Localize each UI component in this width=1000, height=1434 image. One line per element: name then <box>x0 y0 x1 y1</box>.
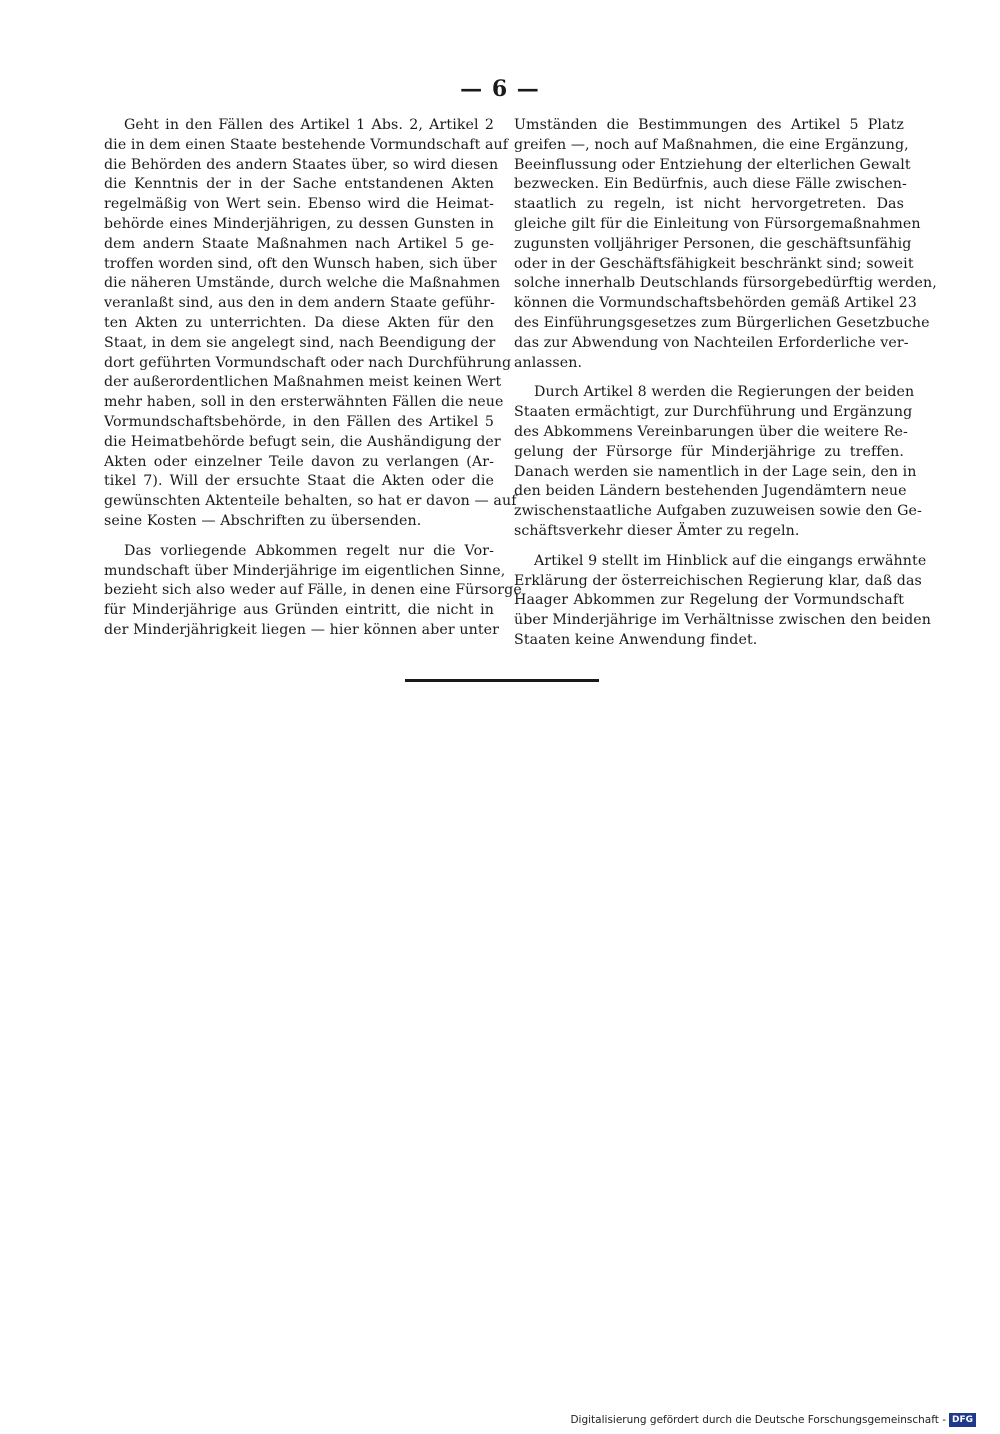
footer-text: Digitalisierung gefördert durch die Deutsche Forschungsgemeinschaft - <box>570 1414 946 1426</box>
right-column-text-line: Durch Artikel 8 werden die Regierungen der beiden <box>534 384 915 401</box>
right-column-text-line: das zur Abwendung von Nachteilen Erforderliche ver- <box>514 334 909 351</box>
right-column-text-line: Danach werden sie namentlich in der Lage sein, den in <box>514 463 917 480</box>
right-column-text-line: oder in der Geschäftsfähigkeit beschränkt sind; soweit <box>514 255 914 272</box>
paragraph-gap <box>104 532 494 542</box>
right-column-text-line: des Einführungsgesetzes zum Bürgerlichen Gesetzbuche <box>514 314 930 331</box>
left-column-text-line: regelmäßig von Wert sein. Ebenso wird die Heimat- <box>104 196 494 213</box>
left-column-text-line: ten Akten zu unterrichten. Da diese Akten für den <box>104 314 494 331</box>
left-column-text-line: die näheren Umstände, durch welche die Maßnahmen <box>104 275 501 292</box>
left-column-text-line: seine Kosten — Abschriften zu übersenden. <box>104 512 422 529</box>
right-column-text-line: können die Vormundschaftsbehörden gemäß Artikel 23 <box>514 295 917 312</box>
left-column-text-line: bezieht sich also weder auf Fälle, in denen eine Fürsorge <box>104 582 522 599</box>
right-column-text-line: den beiden Ländern bestehenden Jugendämtern neue <box>514 483 907 500</box>
section-divider-rule <box>405 679 599 682</box>
left-column-text-line: mehr haben, soll in den ersterwähnten Fällen die neue <box>104 394 504 411</box>
right-column-text-line: gelung der Fürsorge für Minderjährige zu treffen. <box>514 443 904 460</box>
left-column-text-line: Akten oder einzelner Teile davon zu verlangen (Ar- <box>104 453 494 470</box>
paragraph-gap <box>514 373 904 383</box>
left-column-text-line: Das vorliegende Abkommen regelt nur die Vor- <box>124 542 494 559</box>
right-column-text-line: bezwecken. Ein Bedürfnis, auch diese Fälle zwischen- <box>514 176 907 193</box>
right-column-text-line: anlassen. <box>514 354 583 371</box>
left-column-text-line: behörde eines Minderjährigen, zu dessen Gunsten in <box>104 215 494 232</box>
right-column-text-line: des Abkommens Vereinbarungen über die weitere Re- <box>514 423 908 440</box>
right-text-column <box>514 116 937 651</box>
left-column-text-line: der Minderjährigkeit liegen — hier können aber unter <box>104 621 500 638</box>
right-column-text-line: Staaten keine Anwendung findet. <box>514 631 758 648</box>
left-column-text-line: gewünschten Aktenteile behalten, so hat er davon — auf <box>104 493 517 510</box>
left-column-text-line: die Heimatbehörde befugt sein, die Aushändigung der <box>104 433 501 450</box>
left-column-text-line: die Kenntnis der in der Sache entstandenen Akten <box>104 176 494 193</box>
right-column-text-line: Erklärung der österreichischen Regierung klar, daß das <box>514 572 922 589</box>
left-column-text-line: dem andern Staate Maßnahmen nach Artikel 5 ge- <box>104 235 494 252</box>
right-column-text-line: schäftsverkehr dieser Ämter zu regeln. <box>514 522 800 539</box>
right-column-text-line: Haager Abkommen zur Regelung der Vormundschaft <box>514 592 904 609</box>
right-column-text-line: greifen —, noch auf Maßnahmen, die eine Ergänzung, <box>514 136 909 153</box>
left-column-text-line: Vormundschaftsbehörde, in den Fällen des Artikel 5 <box>104 413 494 430</box>
left-column-text-line: troffen worden sind, oft den Wunsch haben, sich über <box>104 255 497 272</box>
left-column-text-line: die Behörden des andern Staates über, so wird diesen <box>104 156 499 173</box>
page-number: — 6 — <box>460 76 540 102</box>
left-column-text-line: Staat, in dem sie angelegt sind, nach Beendigung der <box>104 334 496 351</box>
right-column-text-line: über Minderjährige im Verhältnisse zwischen den beiden <box>514 612 931 629</box>
right-column-text-line: zugunsten volljähriger Personen, die geschäftsunfähig <box>514 235 912 252</box>
right-column-text-line: Umständen die Bestimmungen des Artikel 5 Platz <box>514 117 904 133</box>
right-column-text-line: Staaten ermächtigt, zur Durchführung und Ergänzung <box>514 404 913 421</box>
left-column-text-line: Geht in den Fällen des Artikel 1 Abs. 2, Artikel 2 <box>124 117 494 133</box>
left-text-column <box>104 116 522 641</box>
right-column-text-line: staatlich zu regeln, ist nicht hervorgetreten. Das <box>514 196 904 213</box>
paragraph-gap <box>514 542 904 552</box>
left-column-text-line: die in dem einen Staate bestehende Vormundschaft auf <box>104 136 509 153</box>
right-column-text-line: solche innerhalb Deutschlands fürsorgebedürftig werden, <box>514 275 937 292</box>
right-column-text-line: Beeinflussung oder Entziehung der elterlichen Gewalt <box>514 156 911 173</box>
left-column-text-line: mundschaft über Minderjährige im eigentlichen Sinne, <box>104 562 506 579</box>
right-column-text-line: gleiche gilt für die Einleitung von Fürsorgemaßnahmen <box>514 215 921 232</box>
left-column-text-line: für Minderjährige aus Gründen eintritt, die nicht in <box>104 602 494 619</box>
left-column-text-line: tikel 7). Will der ersuchte Staat die Akten oder die <box>104 473 494 490</box>
right-column-text-line: zwischenstaatliche Aufgaben zuzuweisen sowie den Ge- <box>514 503 922 520</box>
left-column-text-line: der außerordentlichen Maßnahmen meist keinen Wert <box>104 374 502 391</box>
dfg-logo: DFG <box>949 1413 976 1427</box>
left-column-text-line: veranlaßt sind, aus den in dem andern Staate geführ- <box>104 295 495 312</box>
footer-credit <box>570 1413 976 1427</box>
left-column-text-line: dort geführten Vormundschaft oder nach Durchführung <box>104 354 512 371</box>
right-column-text-line: Artikel 9 stellt im Hinblick auf die eingangs erwähnte <box>534 552 927 569</box>
